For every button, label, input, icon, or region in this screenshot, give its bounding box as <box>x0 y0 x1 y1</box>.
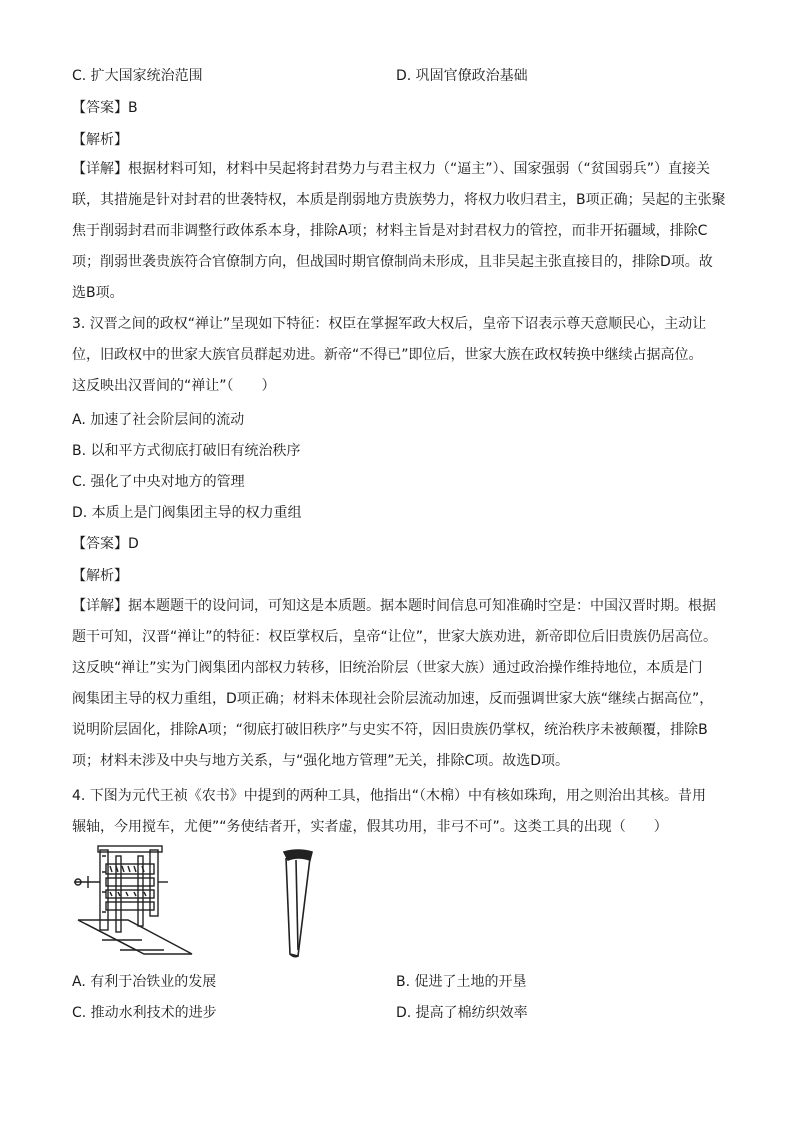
q4-stem-line: 4. 下图为元代王祯《农书》中提到的两种工具，他指出“（木棉）中有核如珠珣，用之则治出其核。昔用 <box>72 788 707 804</box>
q4-stem <box>72 781 724 843</box>
q3-option-a: A. 加速了社会阶层间的流动 <box>72 412 245 428</box>
q2-detail-line: 【详解】根据材料可知，材料中吴起将封君势力与君主权力（“逼主”）、国家强弱（“贫国弱兵”）直接关 <box>72 161 711 177</box>
q3-detail-line: 阀集团主导的权力重组，D项正确；材料未体现社会阶层流动加速，反而强调世家大族“继续占据高位”， <box>72 691 714 707</box>
q3-detail-line: 说明阶层固化，排除A项；“彻底打破旧秩序”与史实不符，因旧贵族仍掌权，统治秩序未被颠覆，排除B <box>72 722 708 738</box>
q2-analysis-label: 【解析】 <box>72 132 128 148</box>
q3-answer: 【答案】D <box>72 536 139 552</box>
q2-option-c: C. 扩大国家统治范围 <box>72 68 203 84</box>
q2-option-d: D. 巩固官僚政治基础 <box>396 68 528 84</box>
q3-detail-line: 这反映“禅让”实为门阀集团内部权力转移，旧统治阶层（世家大族）通过政治操作维持地位，本质是门 <box>72 660 703 676</box>
q3-stem-line: 3. 汉晋之间的政权“禅让”呈现如下特征：权臣在掌握军政大权后，皇帝下诏表示尊天意顺民心，主动让 <box>72 316 707 332</box>
q4-stem-line: 辗轴，今用搅车，尤便”“务使结者开，实者虚，假其功用，非弓不可”。这类工具的出现（ ） <box>72 819 668 835</box>
q3-option-d: D. 本质上是门阀集团主导的权力重组 <box>72 505 302 521</box>
q3-detail-line: 项；材料未涉及中央与地方关系，与“强化地方管理”无关，排除C项。故选D项。 <box>72 753 570 769</box>
q4-option-c: C. 推动水利技术的进步 <box>72 1005 217 1021</box>
q3-option-b: B. 以和平方式彻底打破旧有统治秩序 <box>72 443 301 459</box>
q4-option-b: B. 促进了土地的开垦 <box>396 974 527 990</box>
q3-detail-line: 题干可知，汉晋“禅让”的特征：权臣掌权后，皇帝“让位”，世家大族劝进，新帝即位后旧贵族仍居高位。 <box>72 629 718 645</box>
q2-detail <box>72 154 724 309</box>
q3-detail <box>72 591 724 777</box>
q2-answer: 【答案】B <box>72 100 138 116</box>
q4-option-a: A. 有利于冶铁业的发展 <box>72 974 217 990</box>
q2-detail-line: 联，其措施是针对封君的世袭特权，本质是削弱地方贵族势力，将权力收归君主，B项正确；吴起的主张聚 <box>72 192 726 208</box>
cotton-gin-illustration <box>72 842 198 960</box>
q2-detail-line: 选B项。 <box>72 285 124 301</box>
q3-detail-line: 【详解】据本题题干的设问词，可知这是本质题。据本题时间信息可知准确时空是：中国汉晋时期。根据 <box>72 598 716 614</box>
q3-analysis-label: 【解析】 <box>72 568 128 584</box>
q3-stem <box>72 309 724 402</box>
q2-detail-line: 项；削弱世袭贵族符合官僚制方向，但战国时期官僚制尚未形成，且非吴起主张直接目的，排除D项。故 <box>72 254 713 270</box>
q3-option-c: C. 强化了中央对地方的管理 <box>72 474 245 490</box>
q4-option-d: D. 提高了棉纺织效率 <box>396 1005 528 1021</box>
q3-stem-line: 这反映出汉晋间的“禅让”（ ） <box>72 378 276 394</box>
q2-detail-line: 焦于削弱封君而非调整行政体系本身，排除A项；材料主旨是对封君权力的管控，而非开拓疆域，排除C <box>72 223 708 239</box>
q3-stem-line: 位，旧政权中的世家大族官员群起劝进。新帝“不得已”即位后，世家大族在政权转换中继续占据高位。 <box>72 347 703 363</box>
cotton-bow-illustration <box>276 846 318 960</box>
